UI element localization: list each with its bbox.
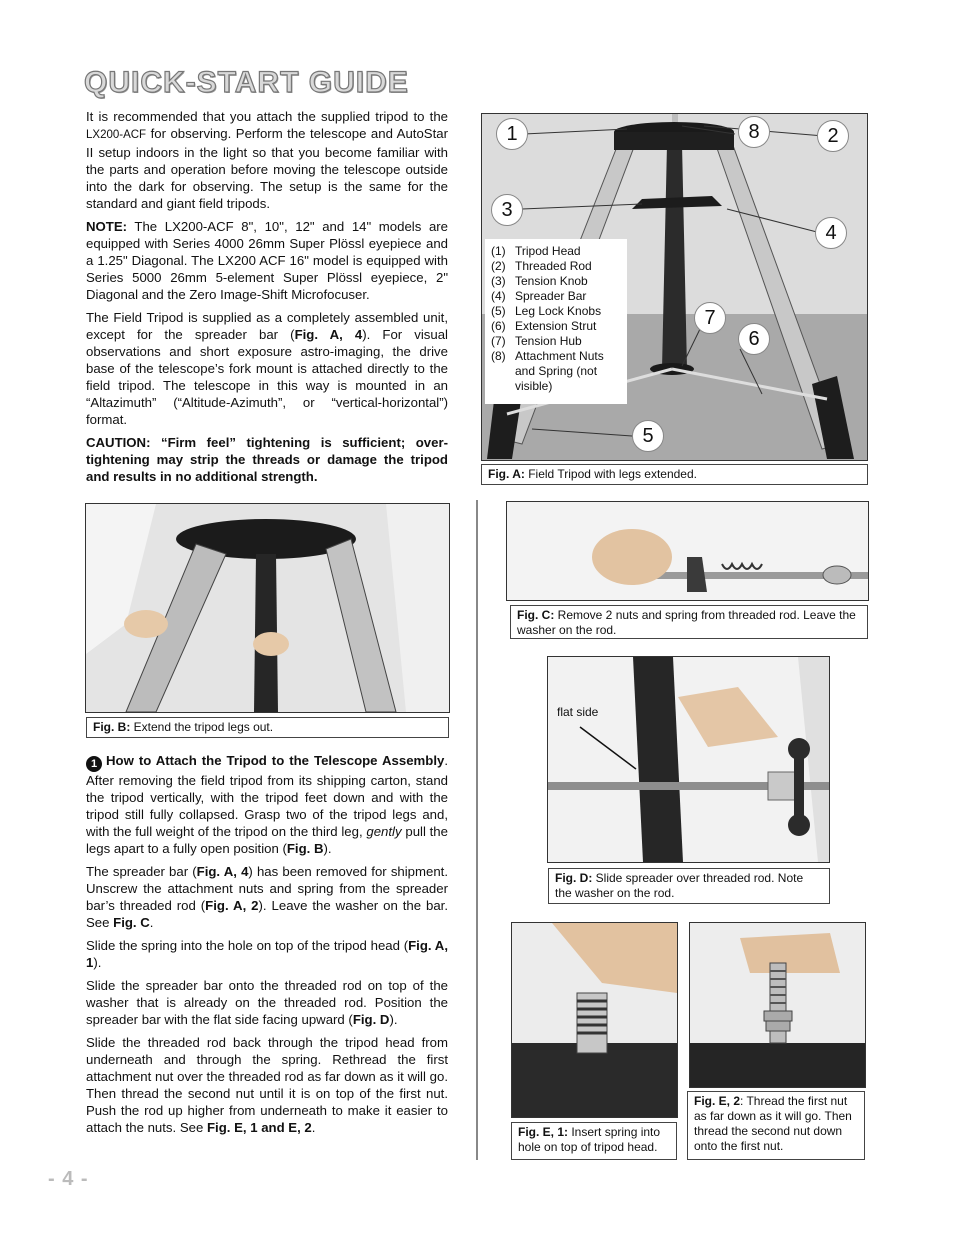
text-run: ).	[389, 1012, 398, 1027]
nut-threading-illustration	[690, 923, 865, 1087]
caution-paragraph: CAUTION: “Firm feel” tightening is sufficient; over-tightening may strip the threads or damage the tripod and results in no additional strength.	[86, 435, 448, 484]
legend-item	[491, 319, 621, 334]
callout-5: 5	[632, 420, 664, 452]
intro-text	[86, 108, 448, 491]
callout-4: 4	[815, 217, 847, 249]
legend-number: (3)	[491, 274, 506, 288]
caption-label: Fig. A:	[488, 467, 525, 481]
fig-a-caption	[481, 464, 868, 485]
fig-e2-photo	[689, 922, 866, 1088]
legend-number: (5)	[491, 304, 506, 318]
callout-1: 1	[496, 118, 528, 150]
caption-text: Insert spring into hole on top of tripod head.	[518, 1125, 661, 1154]
text-run: ).	[93, 955, 102, 970]
fig-a-legend	[485, 239, 627, 404]
spreader-bar-illustration	[548, 657, 829, 862]
text-run: ). Leave the washer on the bar. See	[86, 898, 448, 930]
note-paragraph	[86, 218, 448, 303]
figure-reference: Fig. E, 1 and E, 2	[206, 1120, 312, 1135]
page-number: - 4 -	[48, 1168, 89, 1190]
text-run: Slide the spring into the hole on top of the tripod head (	[86, 938, 409, 953]
caption-label: Fig. D:	[555, 871, 593, 885]
fig-c-caption	[510, 605, 868, 639]
text-run: .	[149, 915, 154, 930]
page-title: QUICK-START GUIDE	[84, 66, 409, 99]
fig-b-caption	[86, 717, 449, 738]
note-text: The LX200-ACF 8", 10", 12" and 14" models are equipped with Series 4000 26mm Super Plössl eyepiece and a 1.25" Diagonal. The LX200 ACF 16" model is equipped with Series 5000 26mm 5-element Super Plössl eyepiece, 2" Diagonal and the Zero Image-Shift Microfocuser.	[86, 219, 448, 302]
figure-reference: Fig. A, 4	[196, 864, 249, 879]
legend-number: (6)	[491, 319, 506, 333]
fig-b-photo	[85, 503, 450, 713]
caption-text: Field Tripod with legs extended.	[524, 467, 697, 481]
legend-number: (2)	[491, 259, 506, 273]
callout-7: 7	[694, 302, 726, 334]
model-name: LX200-ACF	[86, 129, 147, 141]
callout-2: 2	[817, 120, 849, 152]
callout-6: 6	[738, 323, 770, 355]
legend-item	[491, 244, 621, 259]
tripod-legs-illustration	[86, 504, 449, 712]
caption-label: Fig. E, 2	[694, 1094, 741, 1108]
legend-label: Spreader Bar	[515, 289, 587, 303]
fig-e1-caption	[511, 1122, 677, 1160]
legend-number: (8)	[491, 349, 506, 363]
caption-text: Slide spreader over threaded rod. Note the washer on the rod.	[555, 871, 804, 900]
caption-text: : Thread the first nut as far down as it will go. Then thread the second nut down onto the first nut.	[694, 1094, 852, 1153]
step-1-text	[86, 752, 448, 1142]
fig-e1-photo	[511, 922, 678, 1118]
fig-e2-caption	[687, 1091, 865, 1160]
fig-d-caption	[548, 868, 830, 904]
callout-3: 3	[491, 194, 523, 226]
text-run: ). For visual observations and short exposure astro-imaging, the drive base of the telescope’s fork mount is attached directly to the field tripod. The telescope in this way is mounted in an “Altazimuth” (“Altitude-Azimuth”, or “vertical-horizontal”) format.	[86, 327, 448, 427]
flat-side-annotation: flat side	[557, 705, 599, 719]
callout-8: 8	[738, 116, 770, 148]
text-run: . After removing the field tripod from its shipping carton, stand the tripod vertically, with the tripod feet down and with the tripod still fully collapsed. Grasp two of the tripod legs and, with the full weight of the tripod on the third leg,	[86, 753, 448, 839]
text-run: Slide the threaded rod back through the tripod head from underneath and through the spring. Rethread the first attachment nut over the threaded rod as far down as it will go. Then thread the second nut until it is on top of the first nut. Push the rod up higher from underneath to make it easier to attach the nuts. See	[86, 1035, 448, 1135]
caption-text: Extend the tripod legs out.	[130, 720, 274, 734]
fig-c-photo	[506, 501, 869, 601]
spring-insertion-illustration	[512, 923, 677, 1117]
legend-item	[491, 289, 621, 304]
text-run: for observing. Perform the telescope and AutoStar II setup indoors in the light so that you become familiar with the parts and operation before moving the telescope outside into the dark for observing. The setup is the same for the standard and giant field tripods.	[86, 126, 448, 211]
text-run: The spreader bar (	[86, 864, 197, 879]
fig-a-photo	[481, 113, 868, 461]
legend-label: Extension Strut	[515, 319, 597, 333]
text-run: ).	[323, 841, 332, 856]
text-run: Slide the spreader bar onto the threaded rod on top of the washer that is already on the threaded rod. Position the spreader bar with the flat side facing upward (	[86, 978, 448, 1027]
legend-item	[491, 334, 621, 349]
spreader-paragraph	[86, 863, 448, 931]
legend-item	[491, 274, 621, 289]
figure-reference: Fig. D	[352, 1012, 390, 1027]
caption-label: Fig. E, 1:	[518, 1125, 569, 1139]
threaded-rod-illustration	[507, 502, 868, 600]
spring-paragraph	[86, 937, 448, 971]
legend-label: Attachment Nuts and Spring (not visible)	[515, 349, 604, 393]
text-run: pull the legs apart to a fully open position (	[86, 824, 448, 856]
emphasis: gently	[366, 824, 402, 839]
rethread-paragraph	[86, 1034, 448, 1136]
field-tripod-paragraph	[86, 309, 448, 428]
legend-label: Leg Lock Knobs	[515, 304, 602, 318]
figure-reference: Fig. C	[113, 915, 150, 930]
legend-number: (1)	[491, 244, 506, 258]
caption-label: Fig. C:	[517, 608, 555, 622]
legend-number: (4)	[491, 289, 506, 303]
legend-label: Tension Knob	[515, 274, 588, 288]
figure-reference: Fig. A, 2	[205, 898, 259, 913]
step-number-bullet: 1	[86, 756, 102, 772]
intro-paragraph	[86, 108, 448, 212]
text-run: ) has been removed for shipment. Unscrew the attachment nuts and spring from the spreader bar’s threaded rod (	[86, 864, 448, 913]
legend-item	[491, 259, 621, 274]
figure-reference: Fig. A, 4	[294, 327, 363, 342]
text-run: It is recommended that you attach the supplied tripod to the	[86, 109, 448, 124]
figure-reference: Fig. B	[286, 841, 324, 856]
legend-item	[491, 349, 621, 394]
legend-item	[491, 304, 621, 319]
legend-label: Tension Hub	[515, 334, 582, 348]
caption-label: Fig. B:	[93, 720, 131, 734]
caption-text: Remove 2 nuts and spring from threaded rod. Leave the washer on the rod.	[517, 608, 856, 637]
legend-label: Tripod Head	[515, 244, 581, 258]
figure-reference: Fig. A, 1	[86, 938, 448, 970]
note-label: NOTE:	[86, 219, 128, 234]
step-heading: How to Attach the Tripod to the Telescope Assembly	[106, 753, 445, 768]
text-run: .	[311, 1120, 316, 1135]
legend-number: (7)	[491, 334, 506, 348]
fig-d-photo	[547, 656, 830, 863]
step-1-paragraph	[86, 752, 448, 857]
text-run: The Field Tripod is supplied as a completely assembled unit, except for the spreader bar (	[86, 310, 448, 342]
legend-label: Threaded Rod	[515, 259, 592, 273]
slide-bar-paragraph	[86, 977, 448, 1028]
column-divider	[476, 500, 478, 1160]
